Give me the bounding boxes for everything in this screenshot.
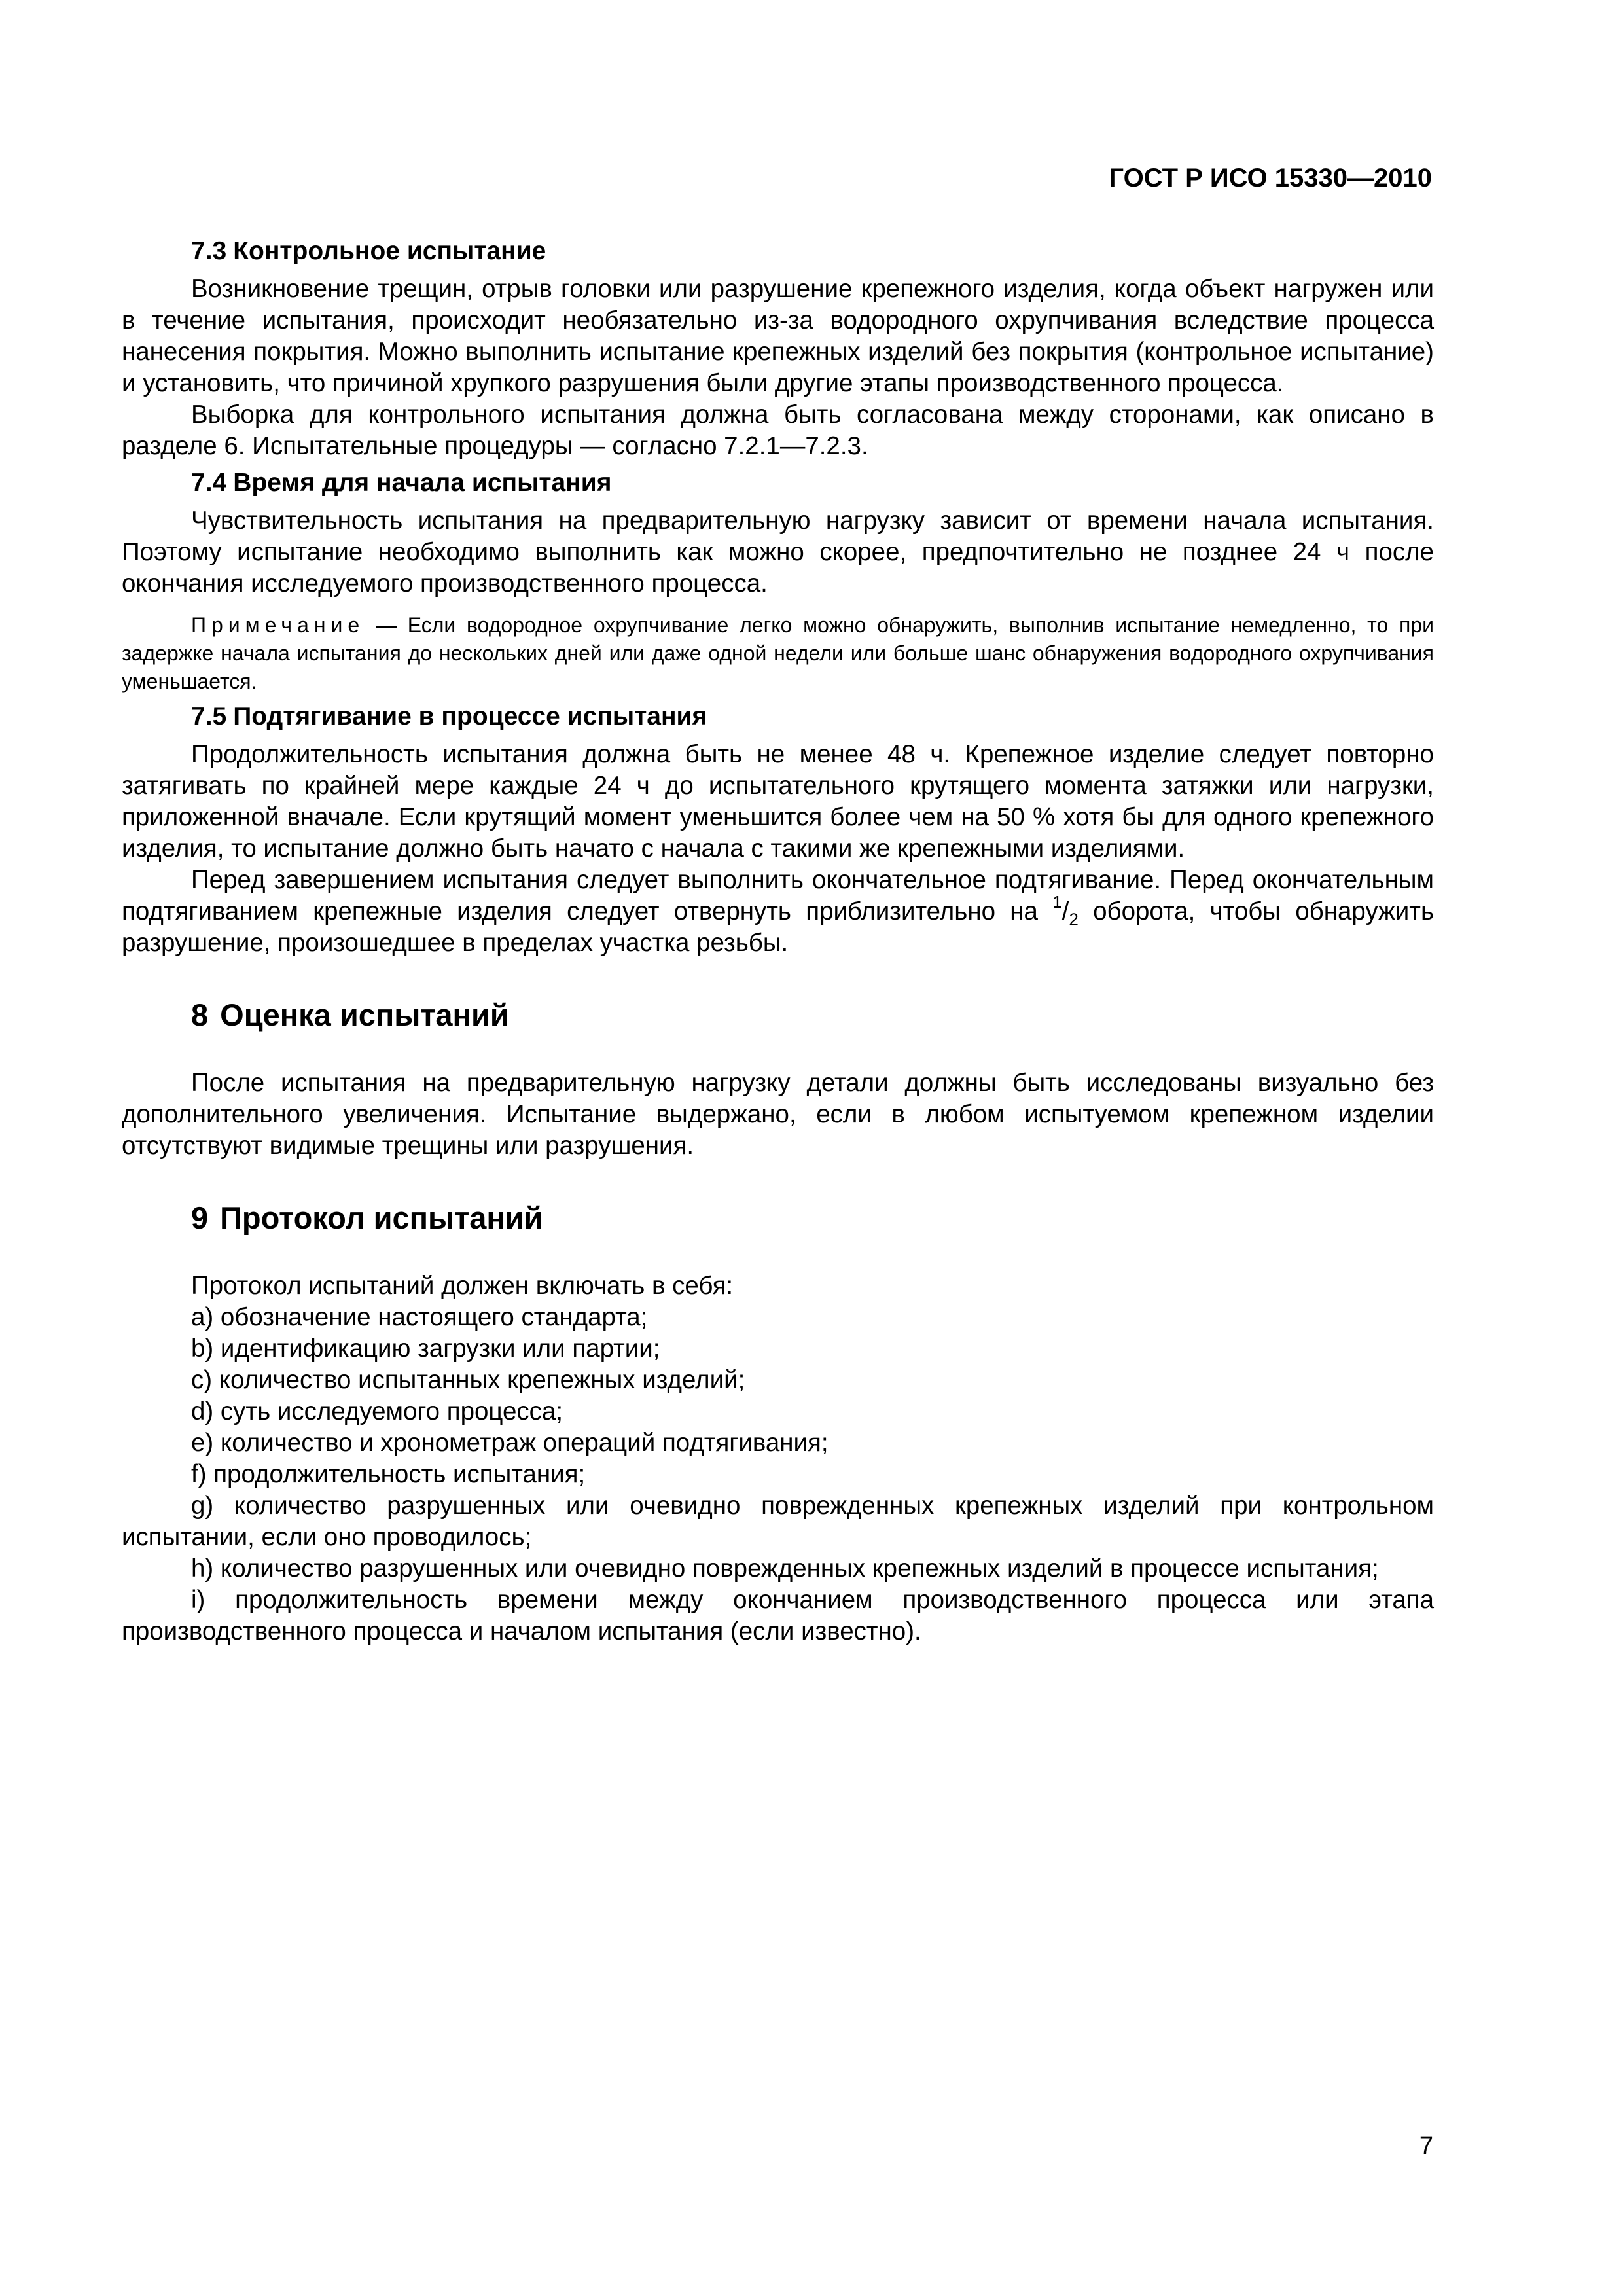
paragraph bbox=[122, 865, 1434, 959]
subsection-title: Подтягивание в процессе испытания bbox=[233, 702, 707, 730]
section-number: 9 bbox=[191, 1200, 209, 1235]
requirements-list bbox=[122, 1302, 1434, 1647]
fraction-one-half: $^1/_2$ bbox=[1052, 892, 1079, 929]
document-code-header: ГОСТ Р ИСО 15330—2010 bbox=[1109, 164, 1432, 192]
paragraph: Протокол испытаний должен включать в себя: bbox=[191, 1272, 734, 1300]
subsection-number: 7.3 bbox=[191, 237, 227, 265]
note-text: — Если водородное охрупчивание легко можно обнаружить, выполнив испытание немедленно, то при задержке начала испытания до нескольких дней или даже одной недели или больше шанс обнаружения водородного охрупчивания уменьшается. bbox=[122, 613, 1435, 693]
list-item: a) обозначение настоящего стандарта; bbox=[191, 1303, 648, 1331]
subsection-heading-7-5 bbox=[122, 701, 1434, 732]
subsection-heading-7-4 bbox=[122, 467, 1434, 499]
section-title: Оценка испытаний bbox=[220, 997, 509, 1032]
subsection-title: Контрольное испытание bbox=[233, 237, 546, 265]
note bbox=[122, 611, 1434, 696]
list-item: g) количество разрушенных или очевидно поврежденных крепежных изделий при контрольном испытании, если оно проводилось; bbox=[122, 1492, 1434, 1551]
paragraph: Чувствительность испытания на предварительную нагрузку зависит от времени начала испытания. Поэтому испытание необходимо выполнить как можно скорее, предпочтительно не позднее 24 ч после окончания исследуемого производственного процесса. bbox=[122, 507, 1434, 598]
list-item: h) количество разрушенных или очевидно поврежденных крепежных изделий в процессе испытания; bbox=[191, 1554, 1379, 1583]
paragraph: Возникновение трещин, отрыв головки или разрушение крепежного изделия, когда объект нагружен или в течение испытания, происходит необязательно из-за водородного охрупчивания вследствие процесса нанесения покрытия. Можно выполнить испытание крепежных изделий без покрытия (контрольное испытание) и установить, что причиной хрупкого разрушения были другие этапы производственного процесса. bbox=[122, 275, 1434, 397]
subsection-number: 7.4 bbox=[191, 469, 227, 497]
paragraph: Выборка для контрольного испытания должна быть согласована между сторонами, как описано в разделе 6. Испытательные процедуры — согласно 7.2.1—7.2.3. bbox=[122, 401, 1434, 460]
paragraph-text: оборота, чтобы обнаружить разрушение, произошедшее в пределах участка резьбы. bbox=[122, 897, 1435, 957]
list-item: d) суть исследуемого процесса; bbox=[191, 1397, 563, 1426]
list-item: b) идентификацию загрузки или партии; bbox=[191, 1335, 660, 1363]
paragraph-text: Перед завершением испытания следует выполнить окончательное подтягивание. Перед окончательным подтягиванием крепежные изделия следует отвернуть приблизительно на bbox=[122, 866, 1434, 925]
paragraph: Продолжительность испытания должна быть не менее 48 ч. Крепежное изделие следует повторно затягивать по крайней мере каждые 24 ч до испытательного крутящего момента затяжки или нагрузки, приложенной вначале. Если крутящий момент уменьшится более чем на 50 % хотя бы для одного крепежного изделия, то испытание должно быть начато с начала с такими же крепежными изделиями. bbox=[122, 740, 1434, 863]
section-heading-8 bbox=[122, 997, 1434, 1033]
subsection-title: Время для начала испытания bbox=[233, 469, 612, 497]
section-title: Протокол испытаний bbox=[220, 1200, 543, 1235]
note-label: Примечание bbox=[191, 613, 365, 637]
list-item: i) продолжительность времени между окончанием производственного процесса или этапа производственного процесса и началом испытания (если известно). bbox=[122, 1586, 1434, 1645]
paragraph: После испытания на предварительную нагрузку детали должны быть исследованы визуально без дополнительного увеличения. Испытание выдержано, если в любом испытуемом крепежном изделии отсутствуют видимые трещины или разрушения. bbox=[122, 1069, 1434, 1160]
list-item: e) количество и хронометраж операций подтягивания; bbox=[191, 1429, 829, 1457]
page-number: 7 bbox=[1419, 2132, 1433, 2160]
section-number: 8 bbox=[191, 997, 209, 1032]
fraction-numerator: 1 bbox=[1052, 892, 1062, 912]
subsection-heading-7-3 bbox=[122, 236, 1434, 267]
list-item: f) продолжительность испытания; bbox=[191, 1460, 586, 1488]
subsection-number: 7.5 bbox=[191, 702, 227, 730]
list-item: c) количество испытанных крепежных изделий; bbox=[191, 1366, 745, 1394]
fraction-denominator: 2 bbox=[1069, 909, 1079, 929]
section-heading-9 bbox=[122, 1200, 1434, 1236]
page-content bbox=[122, 230, 1434, 1647]
